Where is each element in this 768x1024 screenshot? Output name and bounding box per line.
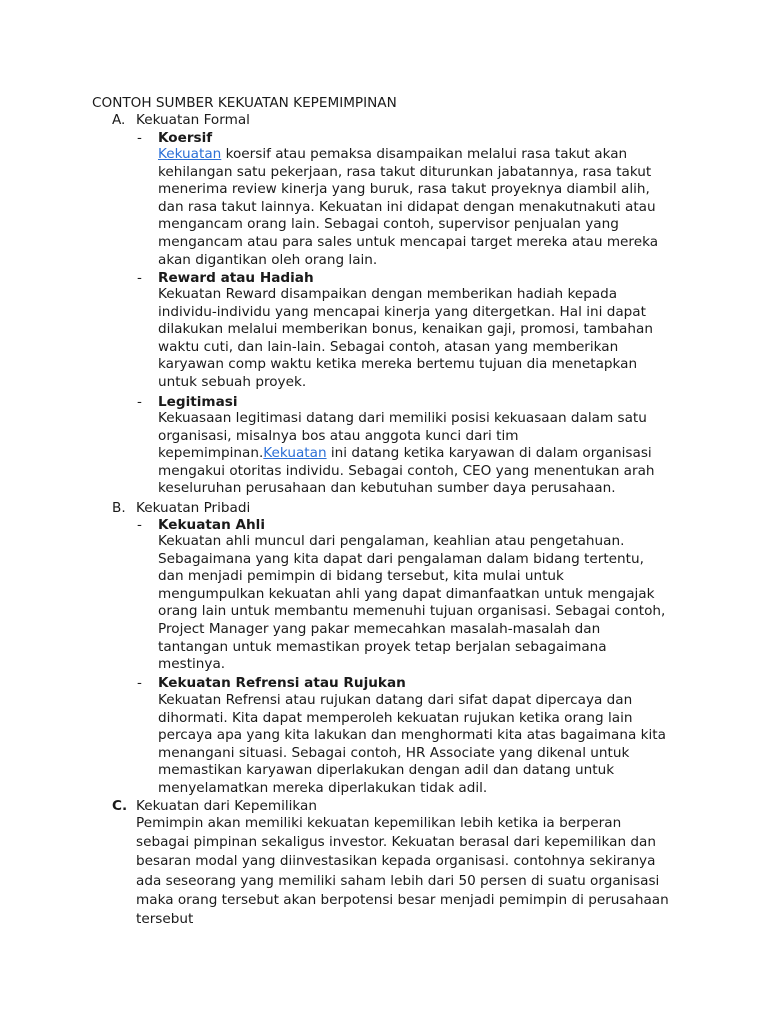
paragraph-line: karyawan comp waktu ketika mereka bertemu tujuan dia menetapkan [158, 356, 638, 373]
paragraph-line: dilakukan melalui memberikan bonus, kenaikan gaji, promosi, tambahan [158, 321, 653, 338]
paragraph-line: menerima review kinerja yang buruk, rasa takut proyeknya diambil alih, [158, 181, 650, 198]
paragraph-line: akan digantikan oleh orang lain. [158, 251, 378, 268]
paragraph-line: menyelamatkan mereka diperlakukan tidak adil. [158, 779, 488, 796]
section-b-heading [112, 499, 250, 517]
paragraph-line: kepemimpinan.Kekuatan ini datang ketika karyawan di dalam organisasi [158, 445, 652, 462]
paragraph-line: ada seseorang yang memiliki saham lebih dari 50 persen di suatu organisasi [136, 872, 660, 889]
refrensi-title: Kekuatan Refrensi atau Rujukan [158, 675, 406, 691]
legitimasi-title: Legitimasi [158, 394, 238, 410]
paragraph-line: tantangan untuk memastikan proyek tetap berjalan sebagaimana [158, 638, 607, 655]
paragraph-line: waktu cuti, dan lain-lain. Sebagai contoh, atasan yang memberikan [158, 338, 619, 355]
section-a-heading [112, 111, 250, 129]
paragraph-line: tersebut [136, 911, 194, 928]
refrensi-paragraph [158, 692, 718, 798]
bullet-dash: - [137, 394, 142, 410]
paragraph-line: keseluruhan perusahaan dan kebutuhan sumber daya perusahaan. [158, 480, 616, 497]
paragraph-line: dan rasa takut lainnya. Kekuatan ini didapat dengan menakutnakuti atau [158, 198, 656, 215]
paragraph-line: Pemimpin akan memiliki kekuatan kepemilikan lebih ketika ia berperan [136, 815, 622, 831]
reward-heading [137, 269, 314, 287]
bullet-dash: - [137, 675, 142, 691]
ahli-heading [137, 516, 265, 534]
paragraph-line: Kekuatan Refrensi atau rujukan datang dari sifat dapat dipercaya dan [158, 692, 633, 708]
paragraph-line: mengumpulkan kekuatan ahli yang dapat dimanfaatkan untuk mengajak [158, 585, 655, 602]
paragraph-line: Project Manager yang pakar memecahkan masalah-masalah dan [158, 620, 601, 637]
paragraph-line: organisasi, misalnya bos atau anggota kunci dari tim [158, 427, 519, 444]
ahli-paragraph [158, 533, 718, 674]
paragraph-line: kehilangan satu pekerjaan, rasa takut diturunkan jabatannya, rasa takut [158, 163, 652, 180]
section-c-heading [112, 797, 317, 815]
paragraph-line: orang lain untuk membantu memenuhi tujuan organisasi. Sebagai contoh, [158, 603, 666, 620]
koersif-paragraph [158, 146, 718, 269]
paragraph-line: memastikan karyawan diperlakukan dengan adil dan datang untuk [158, 762, 615, 779]
kekuatan-link[interactable]: Kekuatan [263, 445, 327, 462]
paragraph-line: mengancam atau para sales untuk mencapai target mereka atau mereka [158, 233, 659, 250]
kekuatan-link[interactable]: Kekuatan [158, 146, 222, 162]
refrensi-heading [137, 674, 406, 692]
paragraph-line: dihormati. Kita dapat memperoleh kekuatan rujukan ketika orang lain [158, 709, 633, 726]
paragraph-line: mestinya. [158, 656, 226, 673]
paragraph-line: Kekuatan Reward disampaikan dengan memberikan hadiah kepada [158, 286, 618, 302]
bullet-dash: - [137, 130, 142, 146]
legitimasi-paragraph [158, 410, 718, 498]
kepemilikan-paragraph [136, 814, 736, 929]
paragraph-line: menangani situasi. Sebagai contoh, HR Associate yang dikenal untuk [158, 744, 630, 761]
reward-title: Reward atau Hadiah [158, 270, 314, 286]
paragraph-line: mengakui otoritas individu. Sebagai contoh, CEO yang menentukan arah [158, 462, 655, 479]
reward-paragraph [158, 286, 718, 392]
paragraph-line: individu-individu yang mencapai kinerja yang ditergetkan. Hal ini dapat [158, 303, 646, 320]
paragraph-line: Sebagaimana yang kita dapat dari pengalaman dalam bidang tertentu, [158, 550, 644, 567]
paragraph-line: Kekuasaan legitimasi datang dari memiliki posisi kekuasaan dalam satu [158, 410, 647, 426]
ahli-title: Kekuatan Ahli [158, 517, 266, 533]
paragraph-line: percaya apa yang kita lakukan dan menghormati kita atas bagaimana kita [158, 727, 666, 744]
section-b-letter: B. [112, 500, 126, 516]
paragraph-line: besaran modal yang diinvestasikan kepada organisasi. contohnya sekiranya [136, 853, 656, 870]
paragraph-line: dan menjadi pemimpin di bidang tersebut, kita mulai untuk [158, 568, 564, 585]
paragraph-line: mengancam orang lain. Sebagai contoh, supervisor penjualan yang [158, 216, 619, 233]
section-c-letter: C. [112, 798, 128, 814]
koersif-heading [137, 129, 212, 147]
paragraph-line: untuk sebuah proyek. [158, 373, 307, 390]
section-a-letter: A. [112, 112, 126, 128]
section-b-title: Kekuatan Pribadi [136, 500, 251, 516]
paragraph-line: sebagai pimpinan sekaligus investor. Kekuatan berasal dari kepemilikan dan [136, 834, 656, 851]
paragraph-line: Kekuatan koersif atau pemaksa disampaikan melalui rasa takut akan [158, 146, 628, 162]
paragraph-line: Kekuatan ahli muncul dari pengalaman, keahlian atau pengetahuan. [158, 533, 625, 549]
bullet-dash: - [137, 517, 142, 533]
koersif-title: Koersif [158, 130, 213, 146]
bullet-dash: - [137, 270, 142, 286]
section-c-title: Kekuatan dari Kepemilikan [136, 798, 317, 814]
document-title: CONTOH SUMBER KEKUATAN KEPEMIMPINAN [92, 95, 397, 111]
section-a-title: Kekuatan Formal [136, 112, 250, 128]
legitimasi-heading [137, 393, 238, 411]
paragraph-line: maka orang tersebut akan berpotensi besar menjadi pemimpin di perusahaan [136, 891, 669, 908]
